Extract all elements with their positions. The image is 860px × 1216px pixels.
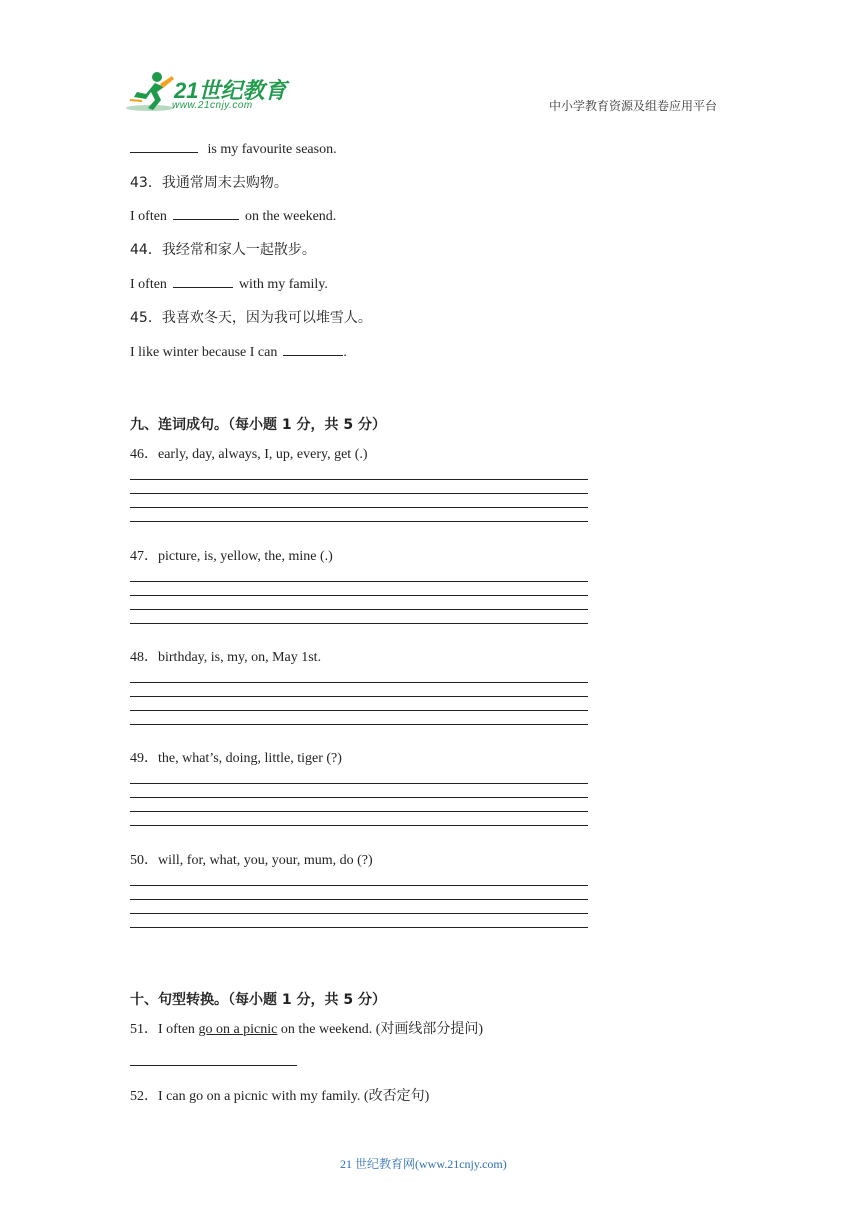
q48-prompt	[130, 646, 321, 666]
q49-prompt	[130, 747, 342, 767]
q44-prompt	[130, 239, 316, 259]
answer-blank[interactable]	[130, 139, 198, 153]
q52-prompt	[130, 1085, 429, 1105]
question-number: 49．	[130, 751, 158, 766]
question-number: 45．	[130, 310, 162, 326]
answer-blank[interactable]	[173, 274, 233, 288]
q51-prompt	[130, 1018, 483, 1038]
question-number: 47．	[130, 549, 158, 564]
q43-chinese: 我通常周末去购物。	[161, 175, 288, 191]
q45-chinese: 我喜欢冬天，因为我可以堆雪人。	[161, 310, 372, 326]
section-9-title: 九、连词成句。（每小题 1 分，共 5 分）	[130, 417, 386, 433]
logo-text: 21世纪教育	[174, 78, 287, 103]
q44-post: with my family.	[238, 277, 328, 292]
q43-sentence	[130, 206, 336, 225]
q44-chinese: 我经常和家人一起散步。	[161, 242, 316, 258]
q51-answer-line[interactable]	[130, 1065, 297, 1066]
q43-pre: I often	[130, 209, 167, 224]
q50-words: will, for, what, you, your, mum, do (?)	[158, 853, 373, 868]
q51-post: on the weekend. (对画线部分提问)	[277, 1022, 484, 1037]
q45-prompt	[130, 307, 372, 327]
q43-post: on the weekend.	[244, 209, 337, 224]
q48-words: birthday, is, my, on, May 1st.	[158, 650, 322, 665]
q51-underlined: go on a picnic	[198, 1022, 278, 1037]
q45-pre: I like winter because I can	[130, 345, 278, 360]
q47-words: picture, is, yellow, the, mine (.)	[158, 549, 333, 564]
q52-text: I can go on a picnic with my family. (改否定句)	[158, 1089, 430, 1104]
q47-prompt	[130, 545, 333, 565]
footer-text: 21 世纪教育网(www.21cnjy.com)	[340, 1157, 507, 1171]
question-number: 46．	[130, 447, 158, 462]
answer-blank[interactable]	[173, 206, 239, 220]
question-number: 43．	[130, 175, 162, 191]
question-number: 52．	[130, 1089, 158, 1104]
runner-logo-icon	[122, 70, 178, 114]
q42-answer-line	[130, 139, 337, 158]
site-logo	[122, 70, 292, 120]
q45-post: .	[343, 345, 347, 360]
q43-prompt	[130, 172, 288, 192]
q44-pre: I often	[130, 277, 167, 292]
answer-blank[interactable]	[283, 342, 343, 356]
question-number: 51．	[130, 1022, 158, 1037]
q44-sentence	[130, 274, 328, 293]
question-number: 50．	[130, 853, 158, 868]
q51-pre: I often	[158, 1022, 199, 1037]
q46-words: early, day, always, I, up, every, get (.)	[158, 447, 368, 462]
question-number: 44．	[130, 242, 162, 258]
q46-prompt	[130, 443, 368, 463]
q42-text: is my favourite season.	[207, 142, 337, 157]
q50-prompt	[130, 849, 373, 869]
header-platform-text: 中小学教育资源及组卷应用平台	[549, 99, 718, 113]
question-number: 48．	[130, 650, 158, 665]
logo-url: www.21cnjy.com	[172, 100, 253, 111]
q45-sentence	[130, 342, 347, 361]
section-10-title: 十、句型转换。（每小题 1 分，共 5 分）	[130, 992, 386, 1008]
q49-words: the, what’s, doing, little, tiger (?)	[158, 751, 342, 766]
